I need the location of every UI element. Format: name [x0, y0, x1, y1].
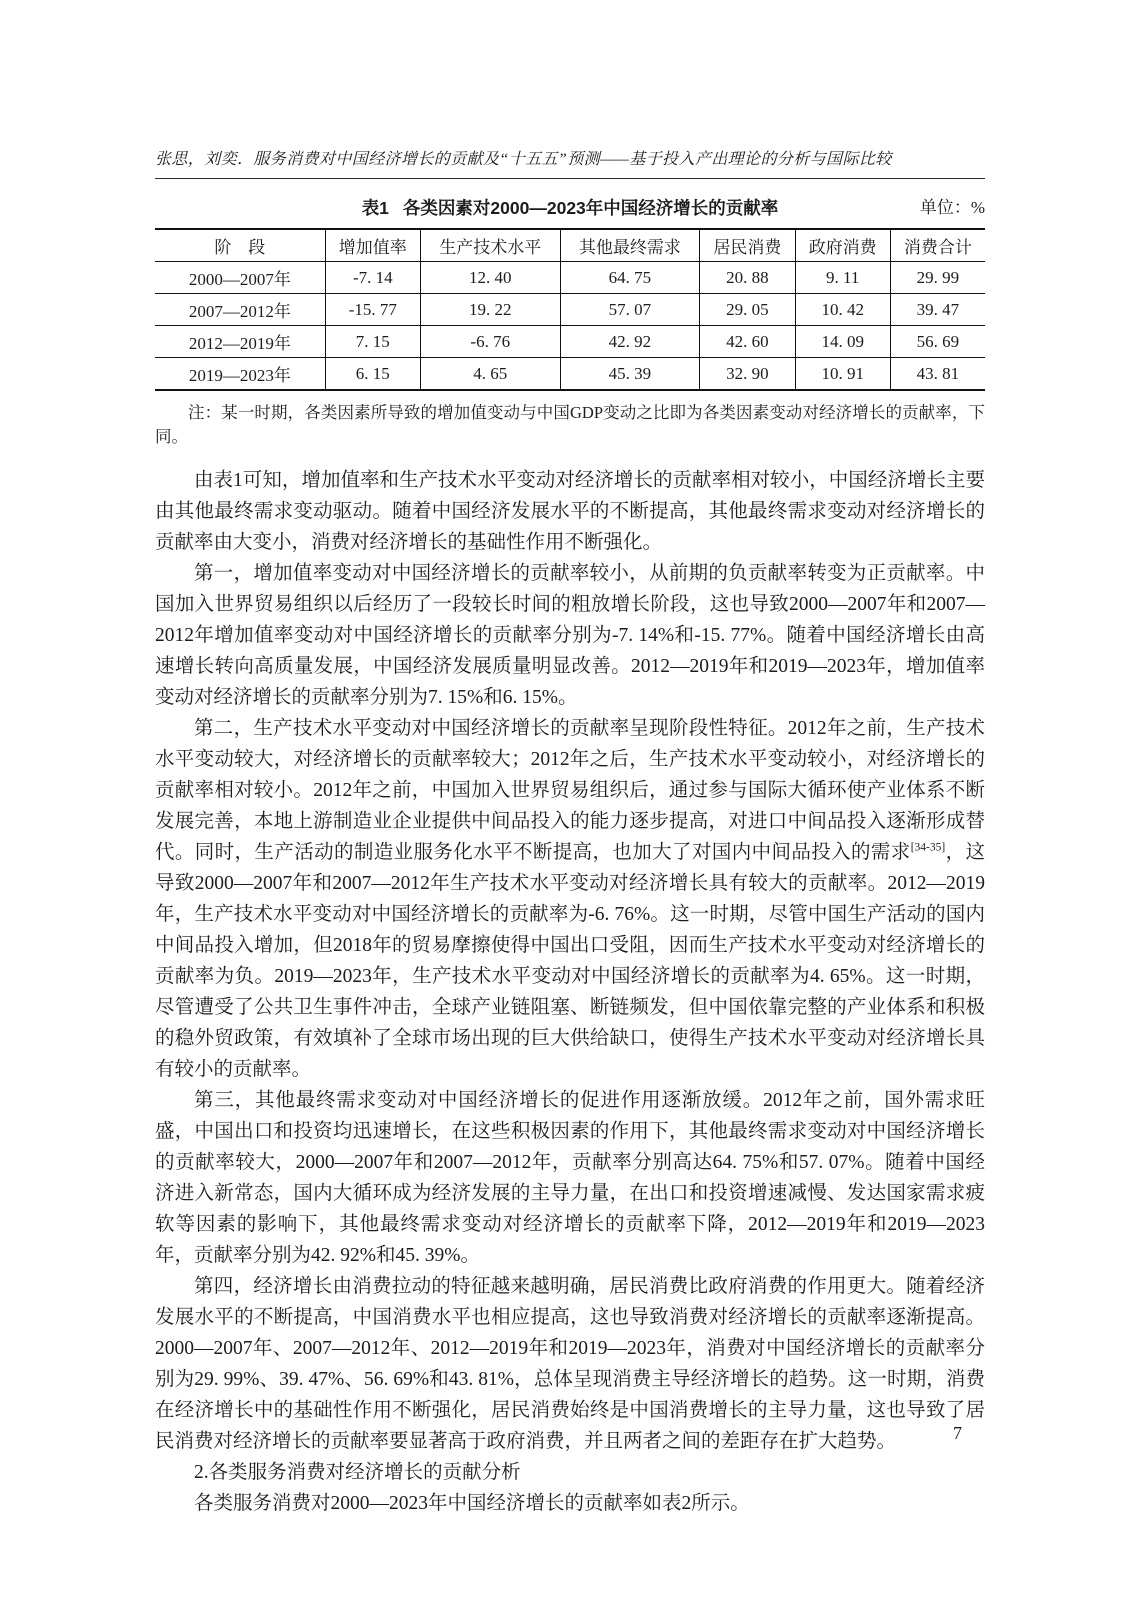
table1-header-row: [155, 229, 985, 262]
running-head-text: 张思，刘奕．服务消费对中国经济增长的贡献及“十五五”预测——基于投入产出理论的分析与国际比较: [155, 151, 892, 168]
table1-cell: 14. 09: [795, 326, 890, 358]
table1-cell: 10. 42: [795, 294, 890, 326]
table1-cell: 9. 11: [795, 262, 890, 294]
table1-cell: 42. 92: [560, 326, 700, 358]
paragraph-overview: 由表1可知，增加值率和生产技术水平变动对经济增长的贡献率相对较小，中国经济增长主要由其他最终需求变动驱动。随着中国经济发展水平的不断提高，其他最终需求变动对经济增长的贡献率由大变小，消费对经济增长的基础性作用不断强化。: [155, 470, 985, 553]
table1-cell: 7. 15: [325, 326, 420, 358]
paragraph-fourth-point: 第四，经济增长由消费拉动的特征越来越明确，居民消费比政府消费的作用更大。随着经济发展水平的不断提高，中国消费水平也相应提高，这也导致消费对经济增长的贡献率逐渐提高。2000—2007年、2007—2012年、2012—2019年和2019—2023年，消费对中国经济增长的贡献率分别为29. 99%、39. 47%、56. 69%和43. 81%，总体呈现消费主导经济增长的趋势。这一时期，消费在经济增长中的基础性作用不断强化，居民消费始终是中国消费增长的主导力量，这也导致了居民消费对经济增长的贡献率要显著高于政府消费，并且两者之间的差距存在扩大趋势。: [155, 1276, 985, 1452]
table1-cell: 64. 75: [560, 262, 700, 294]
table1-cell: 2000—2007年: [155, 262, 325, 294]
table1-cell: 2012—2019年: [155, 326, 325, 358]
table1: [155, 228, 985, 391]
table1-header-household-consumption: 居民消费: [700, 229, 795, 262]
table1-cell: 32. 90: [700, 358, 795, 391]
table1-label: 表1: [361, 198, 389, 218]
table1-cell: 12. 40: [420, 262, 560, 294]
table1-cell: 2019—2023年: [155, 358, 325, 391]
table1-header-stage: 阶 段: [155, 229, 325, 262]
table-row: [155, 262, 985, 294]
table1-caption: [155, 195, 985, 221]
table1-cell: 57. 07: [560, 294, 700, 326]
table1-cell: 39. 47: [890, 294, 985, 326]
table1-header-other-final-demand: 其他最终需求: [560, 229, 700, 262]
table1-cell: 2007—2012年: [155, 294, 325, 326]
table1-cell: 29. 99: [890, 262, 985, 294]
table1-cell: 6. 15: [325, 358, 420, 391]
table1-note: 注：某一时期，各类因素所导致的增加值变动与中国GDP变动之比即为各类因素变动对经济增长的贡献率，下同。: [155, 403, 985, 446]
table1-cell: -7. 14: [325, 262, 420, 294]
table-row: [155, 358, 985, 391]
table1-cell: 19. 22: [420, 294, 560, 326]
paragraph-second-point: [155, 713, 985, 1085]
paragraph-first-point: 第一，增加值率变动对中国经济增长的贡献率较小，从前期的负贡献率转变为正贡献率。中国加入世界贸易组织以后经历了一段较长时间的粗放增长阶段，这也导致2000—2007年和2007—2012年增加值率变动对中国经济增长的贡献率分别为-7. 14%和-15. 77%。随着中国经济增长由高速增长转向高质量发展，中国经济发展质量明显改善。2012—2019年和2019—2023年，增加值率变动对经济增长的贡献率分别为7. 15%和6. 15%。: [155, 563, 985, 708]
table1-header-production-tech: 生产技术水平: [420, 229, 560, 262]
paragraph-second-point-post: ，这导致2000—2007年和2007—2012年生产技术水平变动对经济增长具有较大的贡献率。2012—2019年，生产技术水平变动对中国经济增长的贡献率为-6. 76%。这一时期，尽管中国生产活动的国内中间品投入增加，但2018年的贸易摩擦使得中国出口受阻，因而生产技术水平变动对经济增长的贡献率为负。2019—2023年，生产技术水平变动对中国经济增长的贡献率为4. 65%。这一时期，尽管遭受了公共卫生事件冲击，全球产业链阻塞、断链频发，但中国依靠完整的产业体系和积极的稳外贸政策，有效填补了全球市场出现的巨大供给缺口，使得生产技术水平变动对经济增长具有较小的贡献率。: [155, 842, 985, 1080]
table-row: [155, 294, 985, 326]
running-head: [155, 146, 985, 179]
table1-cell: 4. 65: [420, 358, 560, 391]
table-row: [155, 326, 985, 358]
table1-cell: -15. 77: [325, 294, 420, 326]
paragraph-second-point-pre: 第二，生产技术水平变动对中国经济增长的贡献率呈现阶段性特征。2012年之前，生产技术水平变动较大，对经济增长的贡献率较大；2012年之后，生产技术水平变动较小，对经济增长的贡献率相对较小。2012年之前，中国加入世界贸易组织后，通过参与国际大循环使产业体系不断发展完善，本地上游制造业企业提供中间品投入的能力逐步提高，对进口中间品投入逐渐形成替代。同时，生产活动的制造业服务化水平不断提高，也加大了对国内中间品投入的需求: [155, 718, 985, 863]
table1-header-consumption-total: 消费合计: [890, 229, 985, 262]
table1-cell: 56. 69: [890, 326, 985, 358]
table1-cell: 42. 60: [700, 326, 795, 358]
citation-ref-34-35: [34-35]: [910, 841, 946, 854]
subsection-heading-2: 2.各类服务消费对经济增长的贡献分析: [194, 1462, 521, 1483]
page-number: 7: [953, 1423, 962, 1443]
table1-title: 各类因素对2000—2023年中国经济增长的贡献率: [402, 198, 779, 218]
table1-cell: 43. 81: [916, 363, 960, 383]
table1-unit: 单位：%: [919, 198, 985, 217]
table1-cell: 29. 05: [700, 294, 795, 326]
table1-cell: 20. 88: [700, 262, 795, 294]
table1-header-government-consumption: 政府消费: [795, 229, 890, 262]
table1-cell: 45. 39: [560, 358, 700, 391]
paragraph-table2-intro: 各类服务消费对2000—2023年中国经济增长的贡献率如表2所示。: [194, 1493, 750, 1514]
table1-cell: 10. 91: [795, 358, 890, 391]
paragraph-third-point: 第三，其他最终需求变动对中国经济增长的促进作用逐渐放缓。2012年之前，国外需求旺盛，中国出口和投资均迅速增长，在这些积极因素的作用下，其他最终需求变动对中国经济增长的贡献率较大，2000—2007年和2007—2012年，贡献率分别高达64. 75%和57. 07%。随着中国经济进入新常态，国内大循环成为经济发展的主导力量，在出口和投资增速减慢、发达国家需求疲软等因素的影响下，其他最终需求变动对经济增长的贡献率下降，2012—2019年和2019—2023年，贡献率分别为42. 92%和45. 39%。: [155, 1090, 985, 1266]
table1-header-value-added-rate: 增加值率: [325, 229, 420, 262]
table1-cell: -6. 76: [420, 326, 560, 358]
